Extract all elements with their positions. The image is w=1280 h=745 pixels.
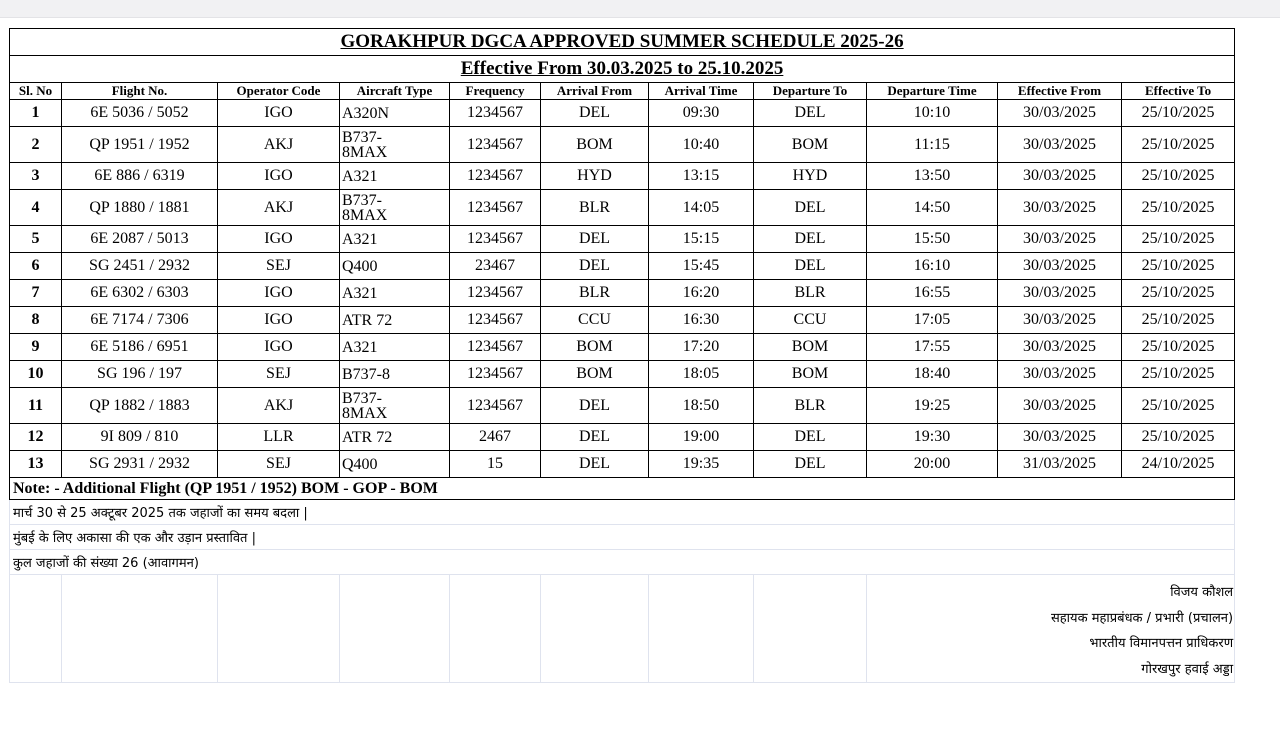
table-row (10, 127, 1235, 163)
frequency-cell: 1234567 (450, 100, 541, 127)
departure-time-cell: 20:00 (867, 451, 998, 478)
departure-to-cell: DEL (754, 451, 867, 478)
arrival-from-cell: DEL (541, 100, 649, 127)
operator-code-cell: LLR (218, 424, 340, 451)
departure-time-cell: 10:10 (867, 100, 998, 127)
aircraft-type-cell: A321 (340, 163, 450, 190)
frequency-cell: 1234567 (450, 226, 541, 253)
departure-time-cell: 18:40 (867, 361, 998, 388)
frequency-cell: 1234567 (450, 307, 541, 334)
operator-code-cell: AKJ (218, 127, 340, 163)
arrival-time-cell: 10:40 (649, 127, 754, 163)
aircraft-type-cell: B737- 8MAX (340, 127, 450, 163)
departure-time-cell: 19:30 (867, 424, 998, 451)
aircraft-type-cell: A321 (340, 334, 450, 361)
remark-text: मुंबई के लिए अकासा की एक और उड़ान प्रस्तावित | (10, 525, 1235, 550)
sl-no-cell: 7 (10, 280, 62, 307)
aircraft-type-cell: B737-8 (340, 361, 450, 388)
sl-no-cell: 9 (10, 334, 62, 361)
additional-flight-note: Note: - Additional Flight (QP 1951 / 1952) BOM - GOP - BOM (10, 478, 1235, 500)
effective-from-cell: 30/03/2025 (998, 361, 1122, 388)
flight-no-cell: 6E 7174 / 7306 (62, 307, 218, 334)
col-header-flight-no: Flight No. (62, 83, 218, 100)
departure-to-cell: BOM (754, 334, 867, 361)
departure-time-cell: 14:50 (867, 190, 998, 226)
arrival-from-cell: CCU (541, 307, 649, 334)
operator-code-cell: SEJ (218, 361, 340, 388)
browser-top-bar (0, 0, 1280, 18)
flight-no-cell: 6E 2087 / 5013 (62, 226, 218, 253)
effective-from-cell: 30/03/2025 (998, 424, 1122, 451)
arrival-time-cell: 15:15 (649, 226, 754, 253)
sl-no-cell: 6 (10, 253, 62, 280)
departure-time-cell: 15:50 (867, 226, 998, 253)
empty-cell (754, 575, 867, 683)
signatory-designation: सहायक महाप्रबंधक / प्रभारी (प्रचालन) (1050, 610, 1234, 626)
flight-no-cell: 6E 6302 / 6303 (62, 280, 218, 307)
empty-cell (541, 575, 649, 683)
table-row (10, 334, 1235, 361)
departure-time-cell: 19:25 (867, 388, 998, 424)
col-header-effective-from: Effective From (998, 83, 1122, 100)
signatory-name: विजय कौशल (1170, 585, 1234, 600)
schedule-title: GORAKHPUR DGCA APPROVED SUMMER SCHEDULE 2025-26 (10, 29, 1235, 56)
effective-to-cell: 25/10/2025 (1122, 307, 1235, 334)
empty-cell (340, 575, 450, 683)
table-row (10, 388, 1235, 424)
empty-cell (450, 575, 541, 683)
departure-time-cell: 17:55 (867, 334, 998, 361)
operator-code-cell: AKJ (218, 190, 340, 226)
operator-code-cell: IGO (218, 226, 340, 253)
departure-time-cell: 13:50 (867, 163, 998, 190)
arrival-from-cell: BLR (541, 190, 649, 226)
signatory-organization: भारतीय विमानपत्तन प्राधिकरण (1089, 636, 1234, 651)
col-header-departure-to: Departure To (754, 83, 867, 100)
flight-no-cell: 9I 809 / 810 (62, 424, 218, 451)
departure-to-cell: BOM (754, 361, 867, 388)
arrival-time-cell: 19:35 (649, 451, 754, 478)
table-row (10, 163, 1235, 190)
departure-to-cell: BLR (754, 280, 867, 307)
sl-no-cell: 1 (10, 100, 62, 127)
empty-cell (10, 575, 62, 683)
flight-no-cell: SG 2931 / 2932 (62, 451, 218, 478)
empty-cell (218, 575, 340, 683)
frequency-cell: 1234567 (450, 127, 541, 163)
col-header-aircraft-type: Aircraft Type (340, 83, 450, 100)
sl-no-cell: 13 (10, 451, 62, 478)
frequency-cell: 1234567 (450, 280, 541, 307)
col-header-operator-code: Operator Code (218, 83, 340, 100)
remark-text: कुल जहाजों की संख्या 26 (आवागमन) (10, 550, 1235, 575)
col-header-arrival-from: Arrival From (541, 83, 649, 100)
arrival-time-cell: 16:30 (649, 307, 754, 334)
arrival-time-cell: 18:05 (649, 361, 754, 388)
departure-to-cell: DEL (754, 424, 867, 451)
col-header-sl-no: Sl. No (10, 83, 62, 100)
sl-no-cell: 4 (10, 190, 62, 226)
column-header-row (10, 83, 1235, 100)
schedule-effective-period: Effective From 30.03.2025 to 25.10.2025 (10, 56, 1235, 83)
sl-no-cell: 12 (10, 424, 62, 451)
departure-time-cell: 17:05 (867, 307, 998, 334)
departure-time-cell: 11:15 (867, 127, 998, 163)
frequency-cell: 23467 (450, 253, 541, 280)
arrival-from-cell: HYD (541, 163, 649, 190)
operator-code-cell: IGO (218, 334, 340, 361)
frequency-cell: 1234567 (450, 361, 541, 388)
flight-no-cell: SG 2451 / 2932 (62, 253, 218, 280)
col-header-arrival-time: Arrival Time (649, 83, 754, 100)
departure-to-cell: HYD (754, 163, 867, 190)
note-row (10, 478, 1235, 500)
table-row (10, 307, 1235, 334)
arrival-time-cell: 14:05 (649, 190, 754, 226)
remark-text: मार्च 30 से 25 अक्टूबर 2025 तक जहाजों का समय बदला | (10, 500, 1235, 525)
effective-to-cell: 24/10/2025 (1122, 451, 1235, 478)
operator-code-cell: IGO (218, 100, 340, 127)
aircraft-type-cell: A321 (340, 280, 450, 307)
arrival-time-cell: 19:00 (649, 424, 754, 451)
remark-row (10, 550, 1235, 575)
arrival-from-cell: DEL (541, 451, 649, 478)
operator-code-cell: SEJ (218, 253, 340, 280)
effective-from-cell: 30/03/2025 (998, 388, 1122, 424)
departure-time-cell: 16:55 (867, 280, 998, 307)
sl-no-cell: 3 (10, 163, 62, 190)
frequency-cell: 15 (450, 451, 541, 478)
empty-cell (62, 575, 218, 683)
effective-from-cell: 30/03/2025 (998, 307, 1122, 334)
effective-to-cell: 25/10/2025 (1122, 334, 1235, 361)
effective-to-cell: 25/10/2025 (1122, 424, 1235, 451)
arrival-time-cell: 15:45 (649, 253, 754, 280)
table-row (10, 361, 1235, 388)
departure-to-cell: DEL (754, 100, 867, 127)
col-header-effective-to: Effective To (1122, 83, 1235, 100)
arrival-from-cell: DEL (541, 226, 649, 253)
table-row (10, 253, 1235, 280)
effective-from-cell: 30/03/2025 (998, 226, 1122, 253)
effective-to-cell: 25/10/2025 (1122, 127, 1235, 163)
arrival-from-cell: DEL (541, 388, 649, 424)
departure-to-cell: DEL (754, 190, 867, 226)
effective-to-cell: 25/10/2025 (1122, 253, 1235, 280)
arrival-from-cell: BOM (541, 127, 649, 163)
table-row (10, 190, 1235, 226)
effective-from-cell: 30/03/2025 (998, 253, 1122, 280)
frequency-cell: 1234567 (450, 163, 541, 190)
frequency-cell: 1234567 (450, 190, 541, 226)
aircraft-type-cell: A321 (340, 226, 450, 253)
flight-no-cell: 6E 886 / 6319 (62, 163, 218, 190)
sl-no-cell: 11 (10, 388, 62, 424)
flight-no-cell: 6E 5036 / 5052 (62, 100, 218, 127)
table-row (10, 424, 1235, 451)
effective-to-cell: 25/10/2025 (1122, 361, 1235, 388)
arrival-from-cell: DEL (541, 424, 649, 451)
sl-no-cell: 10 (10, 361, 62, 388)
table-row (10, 451, 1235, 478)
arrival-time-cell: 09:30 (649, 100, 754, 127)
frequency-cell: 1234567 (450, 388, 541, 424)
operator-code-cell: IGO (218, 307, 340, 334)
remark-row (10, 500, 1235, 525)
effective-from-cell: 30/03/2025 (998, 280, 1122, 307)
schedule-table (9, 28, 1235, 683)
effective-to-cell: 25/10/2025 (1122, 100, 1235, 127)
aircraft-type-cell: ATR 72 (340, 424, 450, 451)
effective-from-cell: 30/03/2025 (998, 163, 1122, 190)
effective-from-cell: 30/03/2025 (998, 127, 1122, 163)
signatory-location: गोरखपुर हवाई अड्डा (1141, 661, 1234, 677)
operator-code-cell: IGO (218, 163, 340, 190)
effective-from-cell: 30/03/2025 (998, 100, 1122, 127)
signature-block (867, 575, 1235, 683)
table-row (10, 100, 1235, 127)
flight-no-cell: SG 196 / 197 (62, 361, 218, 388)
aircraft-type-cell: Q400 (340, 253, 450, 280)
departure-to-cell: BOM (754, 127, 867, 163)
effective-from-cell: 30/03/2025 (998, 334, 1122, 361)
effective-to-cell: 25/10/2025 (1122, 163, 1235, 190)
flight-no-cell: 6E 5186 / 6951 (62, 334, 218, 361)
flight-no-cell: QP 1882 / 1883 (62, 388, 218, 424)
effective-to-cell: 25/10/2025 (1122, 190, 1235, 226)
aircraft-type-cell: ATR 72 (340, 307, 450, 334)
departure-time-cell: 16:10 (867, 253, 998, 280)
aircraft-type-cell: B737- 8MAX (340, 388, 450, 424)
effective-to-cell: 25/10/2025 (1122, 226, 1235, 253)
arrival-from-cell: BLR (541, 280, 649, 307)
table-row (10, 280, 1235, 307)
arrival-time-cell: 13:15 (649, 163, 754, 190)
aircraft-type-cell: A320N (340, 100, 450, 127)
signature-row (10, 575, 1235, 683)
operator-code-cell: SEJ (218, 451, 340, 478)
operator-code-cell: AKJ (218, 388, 340, 424)
frequency-cell: 1234567 (450, 334, 541, 361)
col-header-frequency: Frequency (450, 83, 541, 100)
effective-to-cell: 25/10/2025 (1122, 280, 1235, 307)
effective-from-cell: 30/03/2025 (998, 190, 1122, 226)
sl-no-cell: 8 (10, 307, 62, 334)
departure-to-cell: CCU (754, 307, 867, 334)
arrival-from-cell: DEL (541, 253, 649, 280)
operator-code-cell: IGO (218, 280, 340, 307)
arrival-time-cell: 18:50 (649, 388, 754, 424)
flight-no-cell: QP 1880 / 1881 (62, 190, 218, 226)
arrival-from-cell: BOM (541, 361, 649, 388)
departure-to-cell: DEL (754, 226, 867, 253)
effective-to-cell: 25/10/2025 (1122, 388, 1235, 424)
departure-to-cell: BLR (754, 388, 867, 424)
sl-no-cell: 5 (10, 226, 62, 253)
frequency-cell: 2467 (450, 424, 541, 451)
remark-row (10, 525, 1235, 550)
aircraft-type-cell: Q400 (340, 451, 450, 478)
empty-cell (649, 575, 754, 683)
arrival-from-cell: BOM (541, 334, 649, 361)
flight-no-cell: QP 1951 / 1952 (62, 127, 218, 163)
arrival-time-cell: 16:20 (649, 280, 754, 307)
table-row (10, 226, 1235, 253)
sl-no-cell: 2 (10, 127, 62, 163)
aircraft-type-cell: B737- 8MAX (340, 190, 450, 226)
departure-to-cell: DEL (754, 253, 867, 280)
effective-from-cell: 31/03/2025 (998, 451, 1122, 478)
arrival-time-cell: 17:20 (649, 334, 754, 361)
col-header-departure-time: Departure Time (867, 83, 998, 100)
